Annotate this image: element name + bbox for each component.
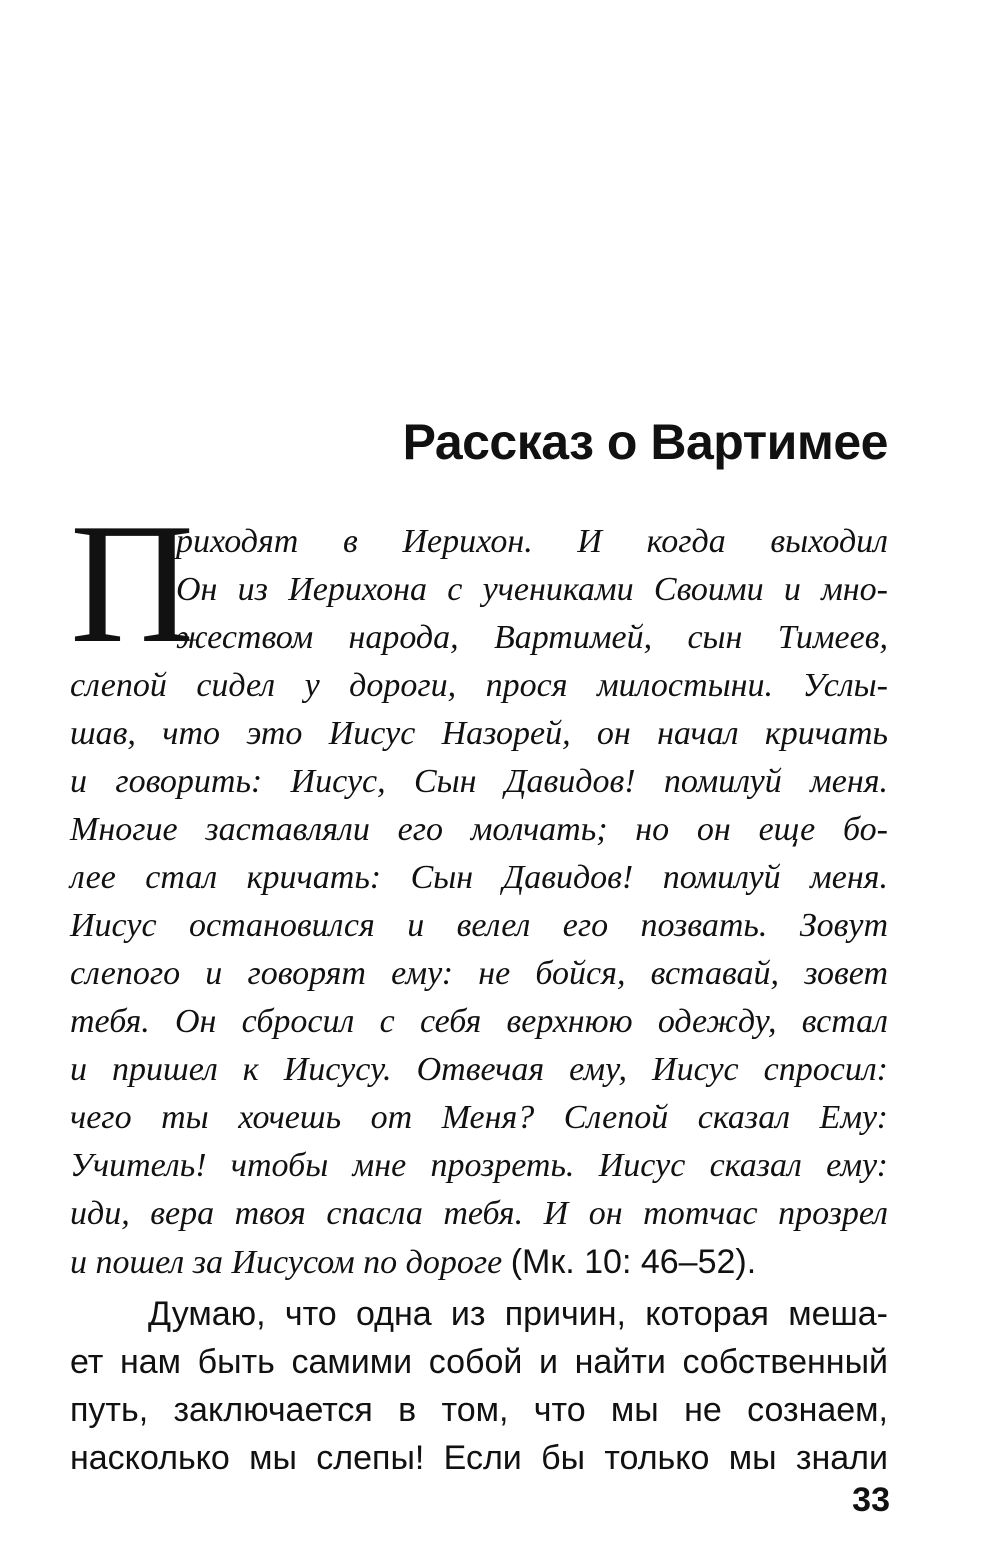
quote-line: чего ты хочешь от Меня? Слепой сказал Ему: <box>70 1099 888 1136</box>
quote-line: Учитель! чтобы мне прозреть. Иисус сказал ему: <box>70 1147 888 1184</box>
quote-line: риходят в Иерихон. И когда выходил <box>176 523 888 560</box>
quote-line: лее стал кричать: Сын Давидов! помилуй меня. <box>70 859 888 896</box>
body-line: путь, заключается в том, что мы не сознаем, <box>70 1391 888 1429</box>
quote-line: и пришел к Иисусу. Отвечая ему, Иисус спросил: <box>70 1051 888 1088</box>
body-line: ет нам быть самими собой и найти собственный <box>70 1343 888 1381</box>
quote-line: Он из Иерихона с учениками Своими и мно- <box>176 571 888 608</box>
quote-line: слепой сидел у дороги, прося милостыни. Услы- <box>70 667 888 704</box>
quote-last-line <box>70 1240 888 1285</box>
body-line: насколько мы слепы! Если бы только мы знали <box>70 1439 888 1477</box>
quote-line: Иисус остановился и велел его позвать. Зовут <box>70 907 888 944</box>
quote-line: Многие заставляли его молчать; но он еще бо- <box>70 811 888 848</box>
quote-line: тебя. Он сбросил с себя верхнюю одежду, встал <box>70 1003 888 1040</box>
chapter-title: Рассказ о Вартимее <box>402 414 888 470</box>
quote-line: иди, вера твоя спасла тебя. И он тотчас прозрел <box>70 1195 888 1232</box>
scripture-reference: (Мк. 10: 46–52). <box>510 1243 757 1281</box>
quote-line: жеством народа, Вартимей, сын Тимеев, <box>176 619 888 656</box>
page-number: 33 <box>852 1481 890 1519</box>
quote-line: слепого и говорят ему: не бойся, вставай, зовет <box>70 955 888 992</box>
body-line: Думаю, что одна из причин, которая меша- <box>148 1295 888 1333</box>
quote-line: и говорить: Иисус, Сын Давидов! помилуй меня. <box>70 763 888 800</box>
drop-cap: П <box>70 489 195 679</box>
quote-line: шав, что это Иисус Назорей, он начал кричать <box>70 715 888 752</box>
quote-line-text: и пошел за Иисусом по дороге <box>70 1244 503 1281</box>
